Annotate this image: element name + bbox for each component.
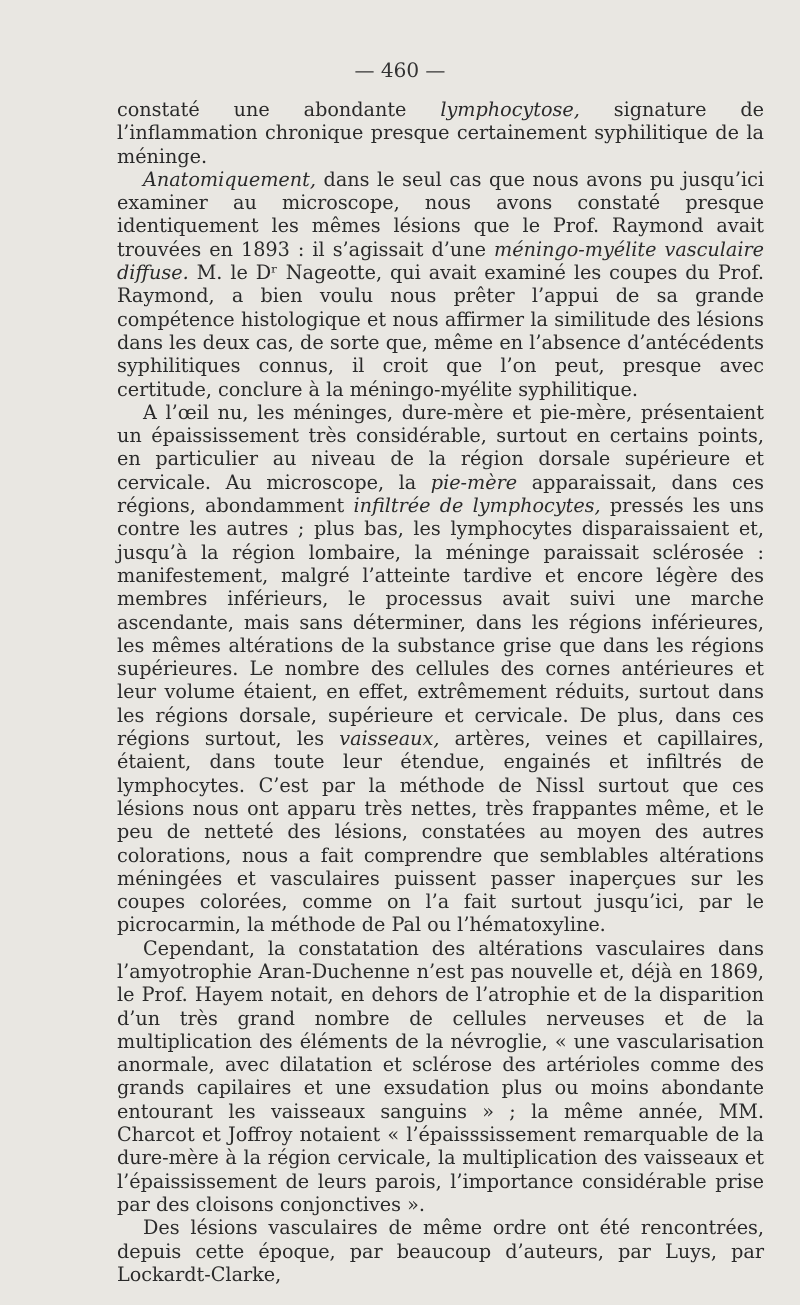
paragraph [117, 401, 764, 937]
text-run: dans le seul cas que nous avons pu jusqu’ici examiner au microscope, nous avons constaté presque identiquement les mêmes lésions que le Prof. Raymond avait trouvées en 1893 : il s’agissait d’une [117, 167, 764, 261]
italic-text: vaisseaux, [339, 727, 440, 751]
paragraph [117, 98, 764, 168]
text-run: pressés les uns contre les autres ; plus bas, les lymphocytes disparaissaient et, jusqu’à la région lombaire, la méninge paraissait sclérosée : manifestement, malgré l’atteinte tardive et encore légère des membres inférieurs, le processus avait suivi une marche ascendante, mais sans déterminer, dans les régions inférieures, les mêmes altérations de la substance grise que dans les régions supérieures. Le nombre des cellules des cornes antérieures et leur volume étaient, en effet, extrêmement réduits, surtout dans les régions dorsale, supérieure et cervicale. De plus, dans ces régions surtout, les [117, 494, 764, 751]
paragraph [117, 937, 764, 1217]
page-number: — 460 — [354, 58, 446, 82]
paragraph [117, 168, 764, 401]
text-run: artères, veines et capillaires, étaient, dans toute leur étendue, engainés et infiltrés de lymphocytes. C’est par la méthode de Nissl surtout que ces lésions nous ont apparu très nettes, très frappantes même, et le peu de netteté des lésions, constatées au moyen des autres colorations, nous a fait comprendre que semblables altérations méningées et vasculaires puissent passer inaperçues sur les coupes colorées, comme on l’a fait surtout jusqu’ici, par le picrocarmin, la méthode de Pal ou l’hématoxyline. [117, 727, 764, 937]
text-run: constaté une abondante [117, 98, 441, 121]
text-run: apparaissait, dans ces régions, abondamment [117, 470, 764, 518]
italic-text: Anatomiquement, [143, 167, 316, 191]
italic-text: infiltrée de lymphocytes, [353, 494, 601, 518]
italic-text: pie-mère [430, 470, 518, 494]
text-run: Des lésions vasculaires de même ordre ont été rencontrées, depuis cette époque, par beaucoup d’auteurs, par Luys, par Lockardt-Clarke, [117, 1216, 764, 1286]
text-run: Cependant, la constatation des altérations vasculaires dans l’amyotrophie Aran-Duchenne n’est pas nouvelle et, déjà en 1869, le Prof. Hayem notait, en dehors de l’atrophie et de la disparition d’un très grand nombre de cellules nerveuses et de la multiplication des éléments de la névroglie, « une vascularisation anormale, avec dilatation et sclérose des artérioles comme des grands capilaires et une exsudation plus ou moins abondante entourant les vaisseaux sanguins » ; la même année, MM. Charcot et Joffroy notaient « l’épaisssissement remarquable de la dure-mère à la région cervicale, la multiplication des vaisseaux et l’épaississement de leurs parois, l’importance considérable prise par des cloisons conjonctives ». [117, 936, 764, 1216]
paragraph [117, 1216, 764, 1286]
text-run: signature de l’inflammation chronique presque certainement syphilitique de la méninge. [117, 98, 764, 168]
italic-text: méningo-myélite vasculaire diffuse. [117, 237, 764, 285]
italic-text: lymphocytose, [440, 98, 580, 121]
body-text [117, 98, 764, 1286]
text-run: A l’œil nu, les méninges, dure-mère et pie-mère, présentaient un épaississement très considérable, surtout en certains points, en particulier au niveau de la région dorsale supérieure et cervicale. Au microscope, la [117, 400, 764, 494]
text-run: M. le Dʳ Nageotte, qui avait examiné les coupes du Prof. Raymond, a bien voulu nous prêter l’appui de sa grande compétence histologique et nous affirmer la similitude des lésions dans les deux cas, de sorte que, même en l’absence d’antécédents syphilitiques connus, il croit que l’on peut, presque avec certitude, conclure à la méningo-myélite syphilitique. [117, 261, 764, 401]
